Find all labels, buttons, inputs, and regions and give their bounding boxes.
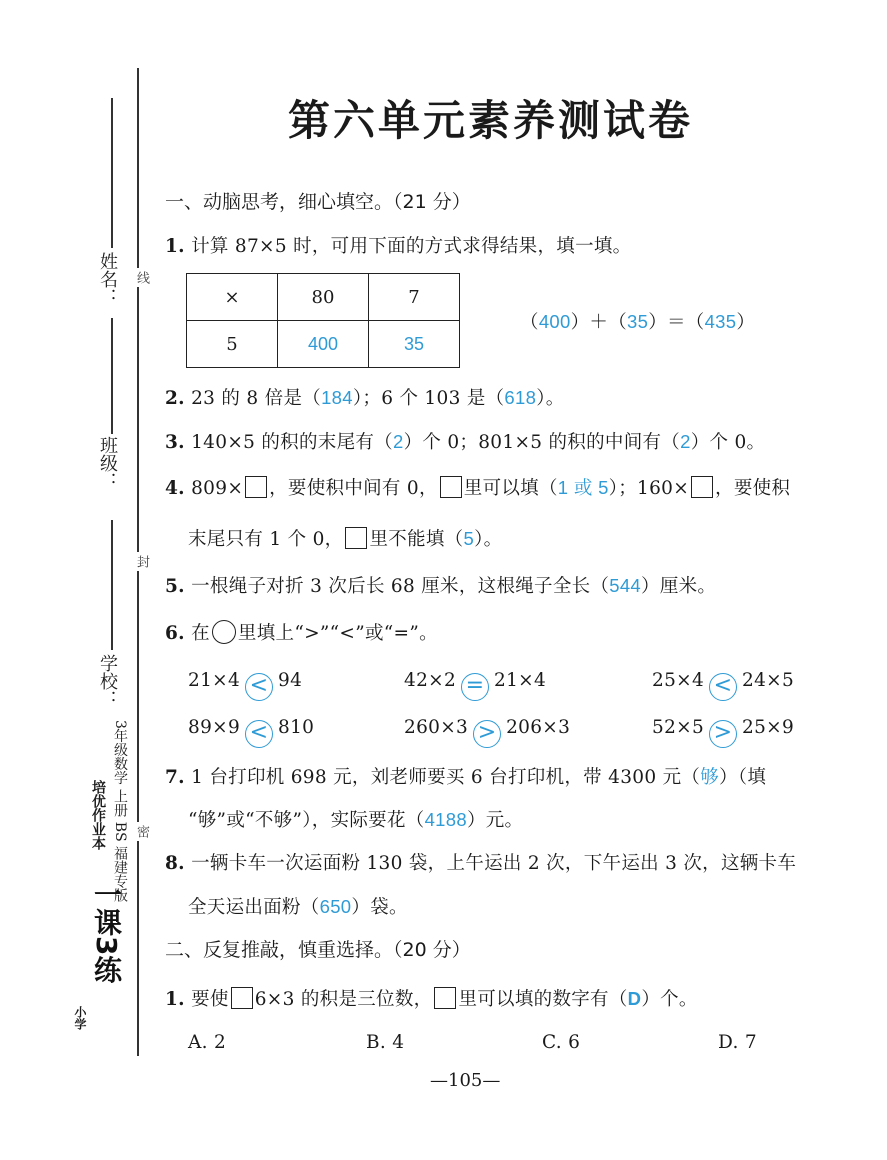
- table-header-times: ×: [187, 274, 278, 321]
- seal-char-seal: 封: [132, 552, 151, 571]
- q1-text: 计算 87×5 时，可用下面的方式求得结果，填一填。: [191, 236, 632, 257]
- compare-answer[interactable]: <: [709, 673, 737, 701]
- blank-box: [691, 476, 713, 498]
- compare-answer[interactable]: >: [709, 720, 737, 748]
- q4-line1: 4. 809× ，要使积中间有 0， 里可以填（1 或 5）；160× ，要使积: [165, 477, 791, 499]
- school-label: 学校：: [97, 654, 118, 708]
- compare-answer[interactable]: <: [245, 720, 273, 748]
- q3-answer-2[interactable]: 2: [680, 431, 691, 452]
- section1-heading: 一、动脑思考，细心填空。（21 分）: [165, 191, 471, 213]
- s2-q1: 1. 要使 6×3 的积是三位数， 里可以填的数字有（D）个。: [165, 988, 698, 1010]
- blank-box: [245, 476, 267, 498]
- q4-answer-2[interactable]: 5: [463, 528, 475, 549]
- blank-box: [434, 987, 456, 1009]
- circle-placeholder-icon: [212, 620, 236, 644]
- compare-answer[interactable]: <: [245, 673, 273, 701]
- compare-item: 89×9 < 810: [188, 717, 314, 748]
- option-a[interactable]: A. 2: [188, 1032, 227, 1053]
- q8-answer[interactable]: 650: [319, 896, 352, 917]
- q1-answer-2[interactable]: 35: [627, 311, 649, 332]
- q4-answer-1[interactable]: 1 或 5: [557, 477, 609, 498]
- q6: 6. 在 里填上“>”“<”或“=”。: [165, 619, 438, 645]
- option-b[interactable]: B. 4: [366, 1032, 405, 1053]
- q3: 3. 140×5 的积的末尾有（2）个 0；801×5 的积的中间有（2）个 0。: [165, 431, 766, 453]
- q7-line2: “够”或“不够”），实际要花（4188）元。: [188, 809, 524, 831]
- table-answer-35[interactable]: 35: [369, 321, 460, 368]
- table-header-80: 80: [278, 274, 369, 321]
- q2-answer-1[interactable]: 184: [321, 387, 353, 408]
- q7-line1: 7. 1 台打印机 698 元，刘老师要买 6 台打印机，带 4300 元（够）（填: [165, 766, 767, 788]
- table-row-label: 5: [187, 321, 278, 368]
- page-number: —105—: [430, 1070, 501, 1091]
- compare-answer[interactable]: >: [473, 720, 501, 748]
- compare-item: 260×3 > 206×3: [404, 717, 570, 748]
- q7-answer-1[interactable]: 够: [700, 766, 720, 787]
- s2-q1-answer[interactable]: D: [627, 988, 642, 1009]
- option-c[interactable]: C. 6: [542, 1032, 581, 1053]
- blank-box: [231, 987, 253, 1009]
- q8-line1: 8. 一辆卡车一次运面粉 130 袋，上午运出 2 次，下午运出 3 次，这辆卡车: [165, 853, 797, 874]
- compare-item: 42×2 = 21×4: [404, 670, 546, 701]
- class-label: 班级：: [97, 436, 118, 490]
- compare-item: 52×5 > 25×9: [652, 717, 794, 748]
- school-field[interactable]: [111, 520, 113, 650]
- q1-answer-3[interactable]: 435: [704, 311, 737, 332]
- class-field[interactable]: [111, 318, 113, 434]
- blank-box: [440, 476, 462, 498]
- seal-char-secret: 密: [132, 822, 151, 841]
- brand-logo-small: 小学: [73, 1006, 87, 1030]
- q5: 5. 一根绳子对折 3 次后长 68 厘米，这根绳子全长（544）厘米。: [165, 575, 717, 597]
- compare-item: 21×4 < 94: [188, 670, 302, 701]
- q7-answer-2[interactable]: 4188: [424, 809, 467, 830]
- blank-box: [345, 527, 367, 549]
- q2: 2. 23 的 8 倍是（184）；6 个 103 是（618）。: [165, 387, 565, 409]
- page-title: 第六单元素养测试卷: [288, 96, 694, 145]
- q1: 1. 计算 87×5 时，可用下面的方式求得结果，填一填。: [165, 236, 632, 257]
- q1-answer-1[interactable]: 400: [538, 311, 571, 332]
- table-answer-400[interactable]: 400: [278, 321, 369, 368]
- q4-line2: 末尾只有 1 个 0， 里不能填（5）。: [188, 528, 503, 550]
- edition-text: 3年级数学 上册 BS 福建专版: [112, 720, 128, 903]
- name-label: 姓名：: [97, 252, 118, 306]
- brand-logo: 一课3练: [90, 880, 123, 984]
- q2-answer-2[interactable]: 618: [504, 387, 537, 408]
- q8-line2: 全天运出面粉（650）袋。: [188, 896, 408, 918]
- section2-heading: 二、反复推敲，慎重选择。（20 分）: [165, 939, 471, 961]
- multiplication-table: [186, 273, 460, 368]
- q5-answer[interactable]: 544: [609, 575, 642, 596]
- compare-item: 25×4 < 24×5: [652, 670, 794, 701]
- table-header-7: 7: [369, 274, 460, 321]
- seal-char-line: 线: [132, 268, 151, 287]
- q3-answer-1[interactable]: 2: [392, 431, 404, 452]
- compare-answer[interactable]: =: [461, 673, 489, 701]
- brand-sub: 培优作业本: [90, 780, 106, 850]
- q1-equation: （400）＋（35）＝（435）: [520, 311, 756, 333]
- name-field[interactable]: [111, 98, 113, 248]
- option-d[interactable]: D. 7: [718, 1032, 757, 1053]
